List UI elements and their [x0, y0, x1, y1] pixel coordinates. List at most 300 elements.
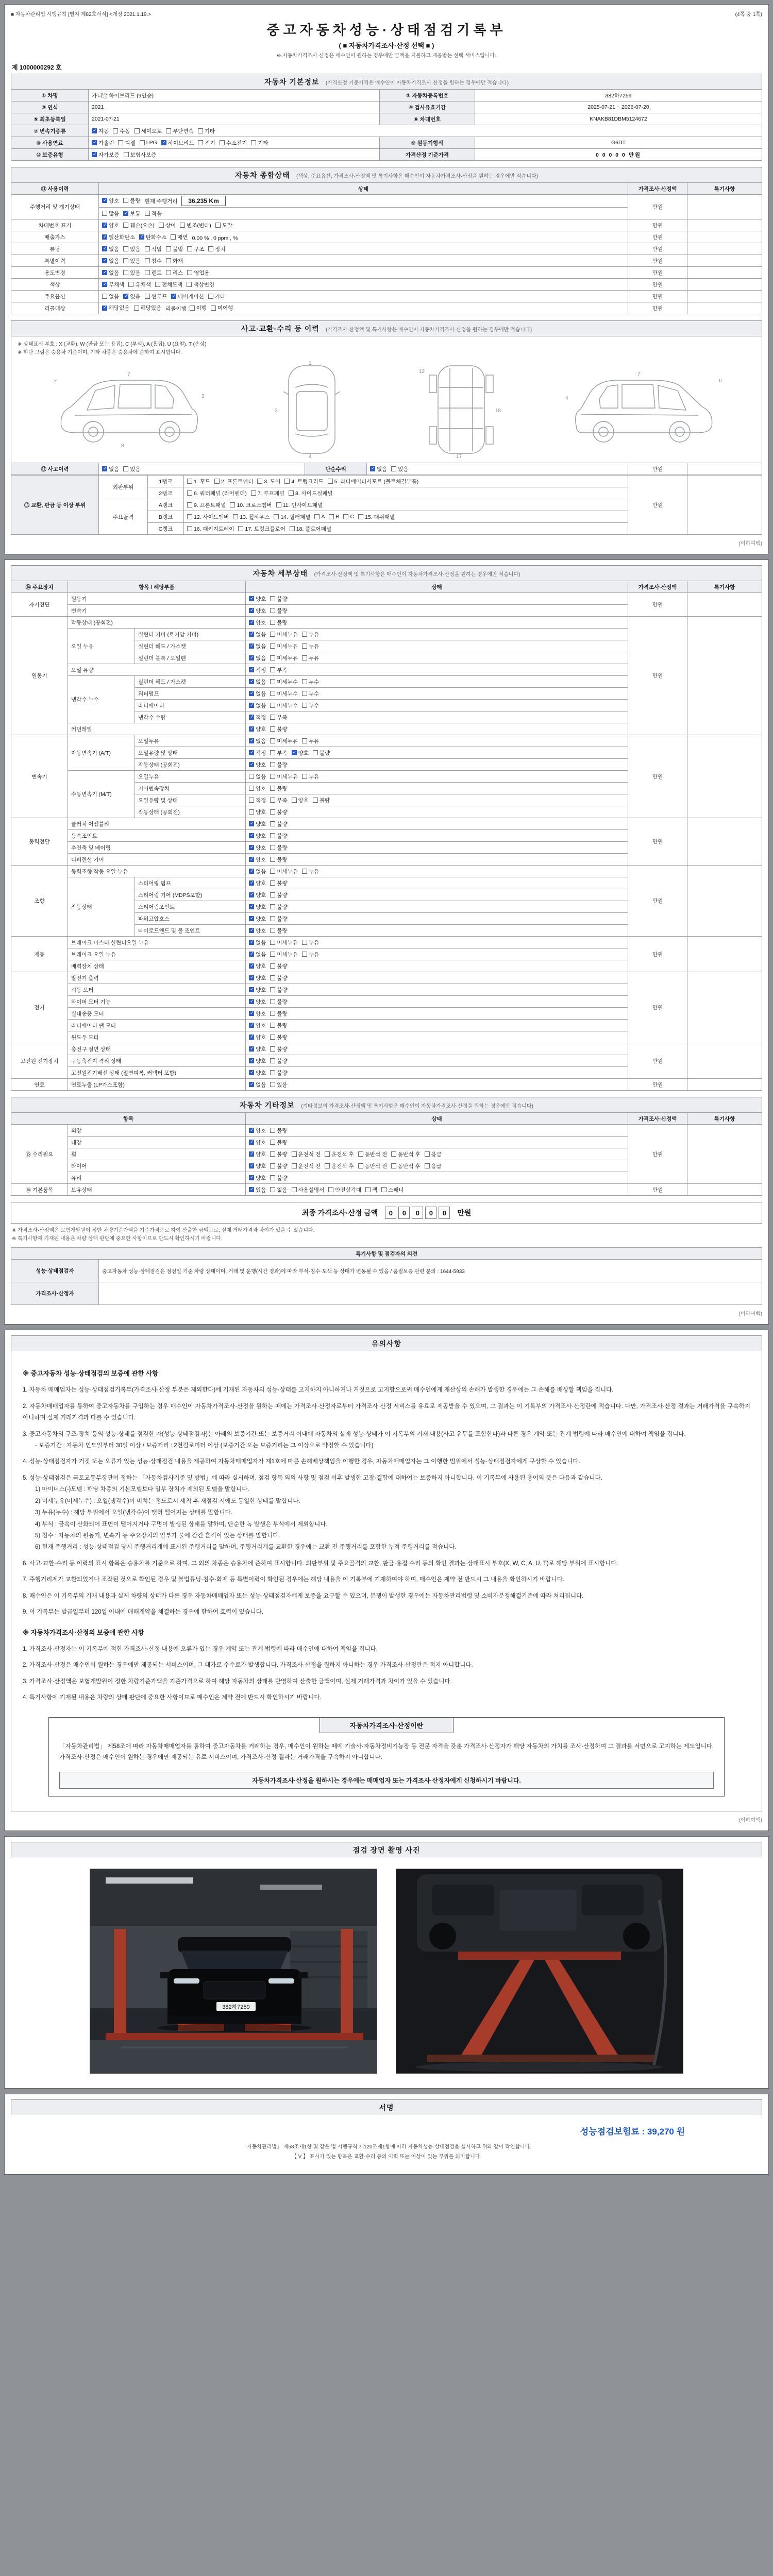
- checkbox-동반석 전[interactable]: [358, 1150, 388, 1158]
- checkbox-해당있음[interactable]: [134, 304, 162, 312]
- cell-text: 만원: [652, 305, 663, 312]
- checkbox-부족[interactable]: [270, 666, 287, 674]
- checkbox-미세누유[interactable]: [270, 773, 298, 781]
- checkbox-2. 프론트펜더[interactable]: [214, 478, 253, 485]
- checkbox-C[interactable]: [343, 514, 354, 520]
- checkbox-불량[interactable]: [270, 879, 287, 887]
- checkbox-불량[interactable]: [270, 915, 287, 923]
- checkbox-없음[interactable]: [102, 293, 119, 300]
- checkbox-양호[interactable]: [249, 820, 266, 828]
- checkbox-양호[interactable]: [249, 1127, 266, 1134]
- checkbox-양호[interactable]: [249, 915, 266, 923]
- checkbox-label: 네비게이션: [178, 293, 204, 300]
- checkbox-양호[interactable]: [249, 962, 266, 970]
- checkbox-하이브리드[interactable]: [161, 139, 194, 147]
- checkbox-양호[interactable]: [249, 832, 266, 840]
- checkbox-label: 불량: [277, 927, 288, 934]
- checkbox-16. 패키지트레이[interactable]: [187, 525, 234, 533]
- checkbox-가솔린[interactable]: [92, 139, 114, 147]
- checkbox-label: 양호: [298, 750, 309, 756]
- blank-below-mark: (이하여백): [738, 541, 762, 547]
- checkbox-미세누유[interactable]: [270, 642, 298, 650]
- checkbox-box: [249, 655, 254, 660]
- checkbox-불량[interactable]: [270, 785, 287, 792]
- checkbox-box: [290, 526, 295, 531]
- cell: [380, 113, 475, 125]
- checkbox-있음[interactable]: [123, 269, 140, 277]
- cell-text: 주행거리 및 계기상태: [29, 204, 80, 210]
- state-code-legend: ※ 상태표시 부호 : X (교환), W (판금 또는 용접), C (부식), A (흠집), U (요철), T (손상): [18, 342, 207, 347]
- cell-text: 오일누유: [138, 738, 159, 744]
- cell: [89, 113, 380, 125]
- cell: [68, 948, 246, 960]
- checkbox-box: [190, 306, 195, 311]
- cell-text: 타이어: [71, 1163, 87, 1170]
- checkbox-수동[interactable]: [113, 127, 130, 135]
- checkbox-양호[interactable]: [249, 1162, 266, 1170]
- cell-text: 작동상태 (공회전): [71, 619, 113, 626]
- checkbox-동반석 전[interactable]: [358, 1162, 388, 1170]
- checkbox-불량[interactable]: [270, 1174, 287, 1182]
- checkbox-동반석 후[interactable]: [391, 1162, 421, 1170]
- car-diagram-top-view: [260, 361, 363, 459]
- notice-line: 1. 가격조사·산정자는 이 기록부에 적힌 가격조사·산정 내용에 오류가 있는 경우 계약 또는 관계 법령에 따라 매수인에 대하여 책임을 집니다.: [23, 1646, 378, 1652]
- checkbox-label: 불량: [277, 821, 288, 827]
- checkbox-적정[interactable]: [249, 749, 266, 757]
- checkbox-미세누수[interactable]: [270, 678, 298, 686]
- checkbox-응급[interactable]: [425, 1162, 442, 1170]
- checkbox-적정[interactable]: [249, 796, 266, 804]
- checkbox-양호[interactable]: [249, 1069, 266, 1077]
- cell: [246, 700, 628, 711]
- checkbox-상이[interactable]: [159, 222, 176, 229]
- checkbox-box: [123, 223, 128, 228]
- checkbox-label: 없음: [256, 1081, 266, 1088]
- checkbox-미세누유[interactable]: [270, 939, 298, 946]
- checkbox-유채색[interactable]: [128, 281, 150, 289]
- checkbox-누수[interactable]: [302, 690, 319, 698]
- checkbox-미세누유[interactable]: [270, 868, 298, 875]
- checkbox-1. 후드[interactable]: [187, 478, 210, 485]
- checkbox-label: 있음: [130, 246, 141, 252]
- cell-text: 특기사항: [714, 185, 735, 192]
- cell-text: 만원: [652, 204, 663, 210]
- checkbox-누수[interactable]: [302, 678, 319, 686]
- checkbox-있음[interactable]: [123, 257, 140, 265]
- checkbox-box: [270, 952, 275, 957]
- checkbox-없음[interactable]: [249, 868, 266, 875]
- checkbox-불량[interactable]: [270, 1057, 287, 1065]
- cell: [68, 984, 246, 996]
- checkbox-18. 플로어패널[interactable]: [290, 525, 331, 533]
- checkbox-미세누수[interactable]: [270, 690, 298, 698]
- checkbox-label: 양호: [256, 856, 266, 863]
- checkbox-없음[interactable]: [270, 1186, 287, 1194]
- checkbox-A[interactable]: [314, 514, 325, 520]
- checkbox-label: 미세누유: [277, 655, 298, 662]
- checkbox-label: 양호: [256, 607, 266, 614]
- checkbox-불량[interactable]: [123, 197, 140, 205]
- checkbox-label: 불량: [277, 916, 288, 922]
- checkbox-9. 프론트패널[interactable]: [187, 501, 226, 509]
- checkbox-4. 트렁크리드[interactable]: [284, 478, 323, 485]
- checkbox-미세누수[interactable]: [270, 702, 298, 709]
- checkbox-box: [249, 963, 254, 969]
- checkbox-불량[interactable]: [270, 927, 287, 935]
- checkbox-양호[interactable]: [249, 725, 266, 733]
- checkbox-디젤[interactable]: [118, 139, 135, 147]
- checkbox-box: [270, 1035, 275, 1040]
- cell-text: 라디에이터 팬 모터: [71, 1022, 116, 1029]
- checkbox-리스[interactable]: [166, 269, 183, 277]
- cell: [99, 267, 628, 279]
- checkbox-불량[interactable]: [270, 619, 287, 626]
- checkbox-없음[interactable]: [249, 737, 266, 745]
- checkbox-스패너[interactable]: [381, 1186, 404, 1194]
- checkbox-부족[interactable]: [270, 749, 287, 757]
- checkbox-양호[interactable]: [249, 856, 266, 863]
- checkbox-5. 라디에이터서포트 (볼트체결부품)[interactable]: [328, 478, 419, 485]
- checkbox-box: [270, 880, 275, 886]
- checkbox-렌트[interactable]: [145, 269, 162, 277]
- checkbox-수소전기[interactable]: [220, 139, 247, 147]
- checkbox-label: 미세누유: [277, 773, 298, 780]
- checkbox-양호[interactable]: [249, 1057, 266, 1065]
- cell: [628, 243, 687, 255]
- checkbox-양호[interactable]: [249, 927, 266, 935]
- checkbox-label: 부족: [277, 714, 288, 721]
- checkbox-일산화탄소[interactable]: [102, 233, 135, 241]
- checkbox-없음[interactable]: [102, 245, 119, 253]
- checkbox-불량[interactable]: [270, 891, 287, 899]
- checkbox-label: 있음: [398, 466, 409, 472]
- checkbox-잭[interactable]: [365, 1186, 377, 1194]
- checkbox-양호[interactable]: [249, 844, 266, 852]
- checkbox-적정[interactable]: [249, 666, 266, 674]
- cell-text: 가격조사·산정액: [638, 185, 677, 192]
- checkbox-불량[interactable]: [270, 808, 287, 816]
- checkbox-불량[interactable]: [270, 974, 287, 982]
- cell-text: ⑧ 사용연료: [36, 140, 63, 146]
- checkbox-구조[interactable]: [187, 245, 204, 253]
- checkbox-미세누유[interactable]: [270, 737, 298, 745]
- checkbox-불량[interactable]: [270, 1010, 287, 1018]
- checkbox-적정[interactable]: [249, 714, 266, 721]
- checkbox-양호[interactable]: [102, 222, 119, 229]
- cell-text: 자기진단: [29, 602, 50, 608]
- checkbox-동반석 후[interactable]: [391, 1150, 421, 1158]
- checkbox-자동[interactable]: [92, 127, 109, 135]
- checkbox-양호[interactable]: [249, 619, 266, 626]
- checkbox-양호[interactable]: [249, 998, 266, 1006]
- checkbox-없음[interactable]: [249, 939, 266, 946]
- checkbox-불량[interactable]: [270, 607, 287, 615]
- cell: [68, 877, 135, 937]
- checkbox-도말[interactable]: [215, 222, 232, 229]
- notice-body: [11, 1351, 762, 1811]
- cell: [68, 972, 246, 984]
- checkbox-box: [249, 1011, 254, 1016]
- checkbox-양호[interactable]: [249, 1139, 266, 1146]
- checkbox-label: 불량: [277, 1151, 288, 1158]
- checkbox-양호[interactable]: [249, 974, 266, 982]
- cell: [687, 1184, 762, 1196]
- checkbox-B[interactable]: [329, 514, 339, 520]
- checkbox-보험사보증[interactable]: [124, 151, 157, 159]
- checkbox-있음[interactable]: [391, 465, 408, 473]
- checkbox-양호[interactable]: [249, 879, 266, 887]
- checkbox-있음[interactable]: [249, 1186, 266, 1194]
- checkbox-양호[interactable]: [249, 1010, 266, 1018]
- checkbox-없음[interactable]: [102, 257, 119, 265]
- checkbox-없음[interactable]: [249, 773, 266, 781]
- cell-text: 워터펌프: [138, 690, 159, 697]
- checkbox-이행[interactable]: [190, 304, 207, 312]
- cell: [68, 1148, 246, 1160]
- photo-underbody-on-lift: [396, 1869, 683, 2074]
- checkbox-불량[interactable]: [270, 986, 287, 994]
- checkbox-기타[interactable]: [198, 127, 215, 135]
- checkbox-box: [249, 703, 254, 708]
- cell-text: 원동기: [31, 673, 47, 679]
- checkbox-침수[interactable]: [145, 257, 162, 265]
- checkbox-양호[interactable]: [249, 1150, 266, 1158]
- checkbox-양호[interactable]: [249, 891, 266, 899]
- checkbox-미세누유[interactable]: [270, 654, 298, 662]
- checkbox-15. 대쉬패널[interactable]: [358, 513, 395, 521]
- checkbox-없음[interactable]: [249, 631, 266, 638]
- checkbox-불량[interactable]: [270, 1150, 287, 1158]
- checkbox-누유[interactable]: [302, 939, 319, 946]
- checkbox-해당없음[interactable]: [102, 304, 130, 312]
- cell-text: 실린더 커버 (로커암 커버): [138, 631, 199, 638]
- checkbox-7. 루프패널[interactable]: [251, 489, 284, 497]
- checkbox-무단변속[interactable]: [166, 127, 194, 135]
- cell: [68, 617, 246, 629]
- checkbox-응급[interactable]: [425, 1150, 442, 1158]
- checkbox-적법[interactable]: [145, 245, 162, 253]
- checkbox-label: 미세누유: [277, 939, 298, 946]
- checkbox-자가보증[interactable]: [92, 151, 120, 159]
- cell-text: 등속조인트: [71, 833, 97, 839]
- checkbox-불량[interactable]: [270, 820, 287, 828]
- cell: [628, 302, 687, 314]
- checkbox-없음[interactable]: [249, 642, 266, 650]
- checkbox-없음[interactable]: [249, 690, 266, 698]
- cell: [628, 476, 687, 535]
- checkbox-화재[interactable]: [166, 257, 183, 265]
- checkbox-불량[interactable]: [270, 1162, 287, 1170]
- checkbox-불량[interactable]: [270, 1127, 287, 1134]
- checkbox-기타[interactable]: [208, 293, 225, 300]
- checkbox-label: 불량: [277, 998, 288, 1005]
- checkbox-불량[interactable]: [270, 832, 287, 840]
- checkbox-8. 사이드실패널[interactable]: [289, 489, 333, 497]
- checkbox-사용설명서[interactable]: [292, 1186, 325, 1194]
- checkbox-없음[interactable]: [370, 465, 387, 473]
- checkbox-영업용[interactable]: [187, 269, 209, 277]
- checkbox-양호[interactable]: [249, 986, 266, 994]
- checkbox-12. 사이드멤버[interactable]: [187, 513, 229, 521]
- checkbox-불량[interactable]: [270, 844, 287, 852]
- checkbox-부족[interactable]: [270, 714, 287, 721]
- checkbox-불량[interactable]: [270, 962, 287, 970]
- checkbox-있음[interactable]: [270, 1081, 287, 1089]
- checkbox-썬루프[interactable]: [145, 293, 167, 300]
- checkbox-없음[interactable]: [102, 269, 119, 277]
- checkbox-불량[interactable]: [270, 856, 287, 863]
- checkbox-불량[interactable]: [270, 1069, 287, 1077]
- checkbox-10. 크로스멤버[interactable]: [230, 501, 272, 509]
- checkbox-6. 쿼터패널 (리어펜더)[interactable]: [187, 489, 247, 497]
- checkbox-색상변경[interactable]: [187, 281, 214, 289]
- checkbox-보통[interactable]: [123, 210, 140, 217]
- checkbox-기타[interactable]: [251, 139, 268, 147]
- checkbox-불량[interactable]: [270, 1139, 287, 1146]
- cell: [68, 854, 246, 866]
- checkbox-box: [270, 679, 275, 684]
- checkbox-변조(변타)[interactable]: [180, 222, 211, 229]
- checkbox-불량[interactable]: [270, 1022, 287, 1029]
- checkbox-불량[interactable]: [270, 1045, 287, 1053]
- checkbox-안전삼각대[interactable]: [328, 1186, 361, 1194]
- checkbox-양호[interactable]: [249, 1033, 266, 1041]
- checkbox-LPG[interactable]: [140, 140, 157, 146]
- checkbox-매연[interactable]: [171, 233, 188, 241]
- cell-text: 작동상태 (공회전): [138, 809, 180, 816]
- cell-text: 만원: [652, 222, 663, 229]
- checkbox-box: [211, 306, 216, 311]
- checkbox-label: 불량: [319, 750, 330, 756]
- checkbox-불량[interactable]: [270, 595, 287, 603]
- checkbox-양호[interactable]: [249, 808, 266, 816]
- checkbox-없음[interactable]: [102, 465, 119, 473]
- checkbox-양호[interactable]: [249, 1174, 266, 1182]
- checkbox-없음[interactable]: [249, 654, 266, 662]
- checkbox-부족[interactable]: [270, 796, 287, 804]
- checkbox-label: 무채색: [109, 281, 125, 288]
- checkbox-양호[interactable]: [102, 197, 119, 205]
- checkbox-운전석 전[interactable]: [292, 1150, 321, 1158]
- checkbox-누수[interactable]: [302, 702, 319, 709]
- checkbox-운전석 후[interactable]: [325, 1150, 354, 1158]
- checkbox-양호[interactable]: [292, 796, 309, 804]
- checkbox-13. 휠하우스[interactable]: [233, 513, 270, 521]
- checkbox-있음[interactable]: [123, 293, 140, 300]
- checkbox-box: [139, 234, 144, 240]
- cell-text: 배력장치 상태: [71, 963, 104, 970]
- checkbox-양호[interactable]: [249, 903, 266, 911]
- checkbox-label: 미세누유: [277, 643, 298, 650]
- cell-text: 상태: [358, 185, 369, 192]
- checkbox-11. 인사이드패널[interactable]: [276, 501, 323, 509]
- checkbox-불량[interactable]: [270, 761, 287, 769]
- checkbox-불량[interactable]: [313, 749, 330, 757]
- cell: [11, 1248, 762, 1260]
- checkbox-네비게이션[interactable]: [171, 293, 204, 300]
- checkbox-불량[interactable]: [270, 725, 287, 733]
- cell: [11, 137, 89, 149]
- checkbox-탄화수소[interactable]: [139, 233, 167, 241]
- cell-text: 가격조사·산정자: [36, 1291, 74, 1297]
- checkbox-전기[interactable]: [198, 139, 215, 147]
- checkbox-양호[interactable]: [292, 749, 309, 757]
- checkbox-label: 불량: [277, 785, 288, 792]
- cell: [380, 149, 475, 161]
- checkbox-장치[interactable]: [208, 245, 225, 253]
- checkbox-불량[interactable]: [270, 998, 287, 1006]
- checkbox-label: 불량: [277, 619, 288, 626]
- checkbox-없음[interactable]: [249, 702, 266, 709]
- checkbox-미이행[interactable]: [211, 304, 233, 312]
- checkbox-불량[interactable]: [270, 903, 287, 911]
- checkbox-누유[interactable]: [302, 868, 319, 875]
- checkbox-전체도색[interactable]: [155, 281, 183, 289]
- cell: [628, 593, 687, 617]
- checkbox-box: [270, 1163, 275, 1168]
- cell: [99, 208, 628, 219]
- svg-text:12: 12: [419, 369, 425, 375]
- checkbox-없음[interactable]: [249, 678, 266, 686]
- checkbox-label: 기타: [214, 293, 226, 300]
- checkbox-없음[interactable]: [249, 951, 266, 958]
- cell: [246, 1125, 628, 1137]
- checkbox-누유[interactable]: [302, 773, 319, 781]
- checkbox-누유[interactable]: [302, 737, 319, 745]
- checkbox-label: 없음: [109, 258, 120, 264]
- checkbox-label: 색상변경: [193, 281, 215, 288]
- checkbox-불량[interactable]: [313, 796, 330, 804]
- checkbox-있음[interactable]: [123, 245, 140, 253]
- checkbox-누유[interactable]: [302, 642, 319, 650]
- page-detail: [4, 560, 769, 1325]
- checkbox-label: 해당없음: [109, 305, 130, 312]
- checkbox-양호[interactable]: [249, 785, 266, 792]
- cell-text: 자동변속기 (A/T): [71, 750, 111, 756]
- checkbox-세미오토[interactable]: [135, 127, 162, 135]
- checkbox-양호[interactable]: [249, 1045, 266, 1053]
- checkbox-누유[interactable]: [302, 631, 319, 638]
- checkbox-불량[interactable]: [270, 1033, 287, 1041]
- checkbox-무채색[interactable]: [102, 281, 124, 289]
- checkbox-많음[interactable]: [102, 210, 119, 217]
- cell: [246, 605, 628, 617]
- checkbox-훼손(오손)[interactable]: [123, 222, 155, 229]
- checkbox-양호[interactable]: [249, 761, 266, 769]
- cell: [68, 842, 246, 854]
- checkbox-누유[interactable]: [302, 654, 319, 662]
- checkbox-양호[interactable]: [249, 1022, 266, 1029]
- checkbox-있음[interactable]: [123, 465, 140, 473]
- checkbox-운전석 후[interactable]: [325, 1162, 354, 1170]
- cell: [246, 818, 628, 830]
- checkbox-label: 불량: [277, 761, 288, 768]
- checkbox-14. 필러패널[interactable]: [274, 513, 310, 521]
- checkbox-미세누유[interactable]: [270, 951, 298, 958]
- checkbox-17. 트렁크플로어[interactable]: [238, 525, 285, 533]
- checkbox-3. 도어[interactable]: [257, 478, 280, 485]
- blank-below-mark: (이하여백): [738, 1311, 762, 1317]
- checkbox-양호[interactable]: [249, 595, 266, 603]
- checkbox-누유[interactable]: [302, 951, 319, 958]
- checkbox-양호[interactable]: [249, 607, 266, 615]
- checkbox-없음[interactable]: [249, 1081, 266, 1089]
- cell: [68, 937, 246, 948]
- checkbox-적음[interactable]: [145, 210, 162, 217]
- checkbox-미세누유[interactable]: [270, 631, 298, 638]
- checkbox-운전석 전[interactable]: [292, 1162, 321, 1170]
- checkbox-불법[interactable]: [166, 245, 183, 253]
